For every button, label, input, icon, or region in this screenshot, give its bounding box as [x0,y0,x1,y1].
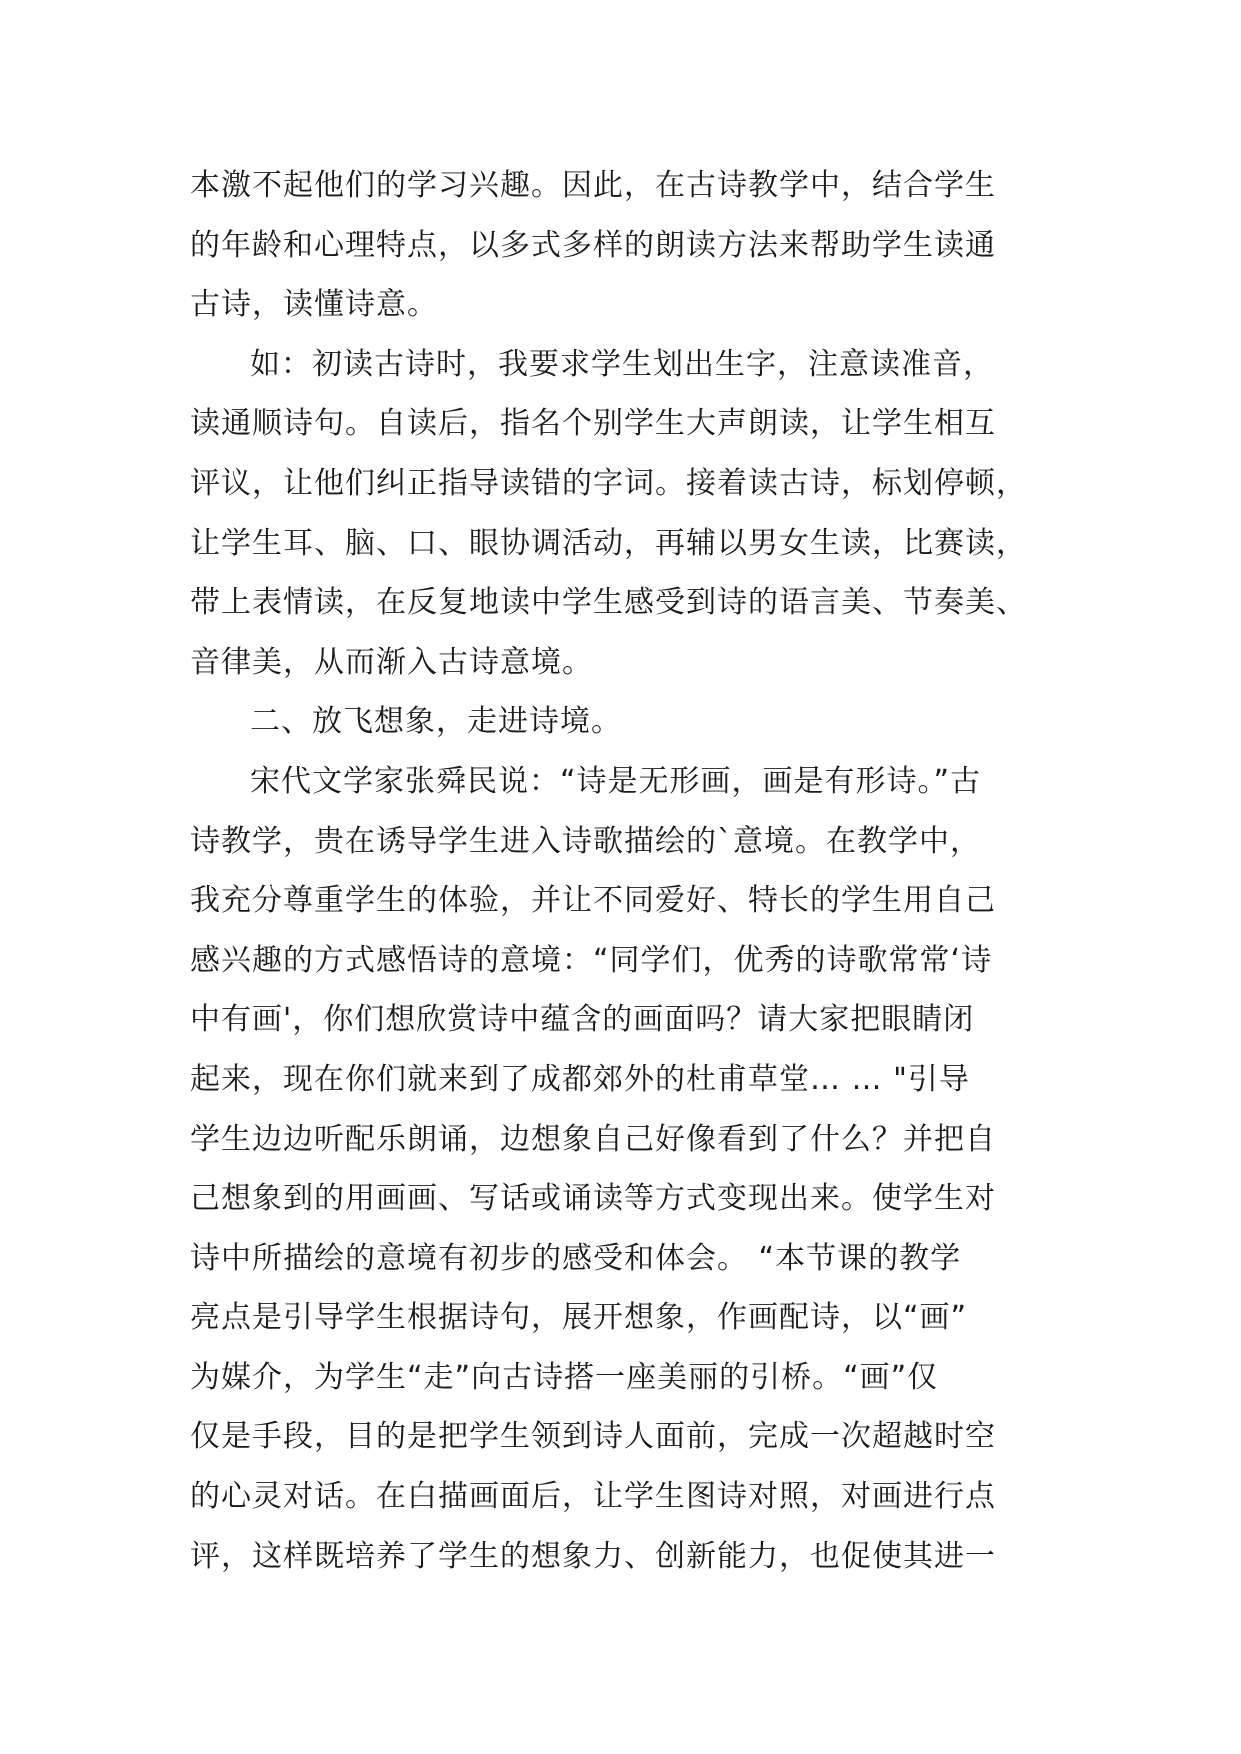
text-line: 我充分尊重学生的体验，并让不同爱好、特长的学生用自己 [190,883,996,919]
text-line: 己想象到的用画画、写话或诵读等方式变现出来。使学生对 [190,1181,996,1217]
text-line: 诗教学，贵在诱导学生进入诗歌描绘的`意境。在教学中， [190,823,981,859]
text-line: 诗中所描绘的意境有初步的感受和体会。 “本节课的教学 [190,1240,962,1276]
paragraph-first-line: 宋代文学家张舜民说：“诗是无形画，画是有形诗。”古 [250,763,982,799]
text-line: 古诗，读懂诗意。 [190,287,438,323]
text-line: 亮点是引导学生根据诗句，展开想象，作画配诗，以“画” [190,1300,968,1336]
text-line: 评，这样既培养了学生的想象力、创新能力，也促使其进一 [190,1538,996,1574]
text-line: 读通顺诗句。自读后，指名个别学生大声朗读，让学生相互 [190,406,996,442]
text-line: 感兴趣的方式感悟诗的意境：“同学们，优秀的诗歌常常‘诗 [190,942,993,978]
text-line: 的心灵对话。在白描画面后，让学生图诗对照，对画进行点 [190,1479,996,1515]
text-line: 评议，让他们纠正指导读错的字词。接着读古诗，标划停顿， [190,465,1027,501]
text-line: 本激不起他们的学习兴趣。因此，在古诗教学中，结合学生 [190,168,996,203]
text-line: 让学生耳、脑、口、眼协调活动，再辅以男女生读，比赛读， [190,525,1027,561]
text-line: 学生边边听配乐朗诵，边想象自己好像看到了什么？并把自 [190,1121,996,1157]
text-line: 起来，现在你们就来到了成都郊外的杜甫草堂… … "引导 [190,1061,970,1097]
text-line: 音律美，从而渐入古诗意境。 [190,644,593,680]
text-line: 带上表情读，在反复地读中学生感受到诗的语言美、节奏美、 [190,585,1027,621]
paragraph-first-line: 如：初读古诗时，我要求学生划出生字，注意读准音， [250,346,994,382]
document-body [190,156,1050,1586]
section-heading: 二、放飞想象，走进诗境。 [250,704,622,740]
text-line: 中有画'，你们想欣赏诗中蕴含的画面吗？请大家把眼睛闭 [190,1002,975,1038]
text-line: 的年龄和心理特点，以多式多样的朗读方法来帮助学生读通 [190,227,996,263]
text-line: 为媒介，为学生“走”向古诗搭一座美丽的引桥。“画”仅 [190,1359,939,1395]
text-line: 仅是手段，目的是把学生领到诗人面前，完成一次超越时空 [190,1419,996,1455]
